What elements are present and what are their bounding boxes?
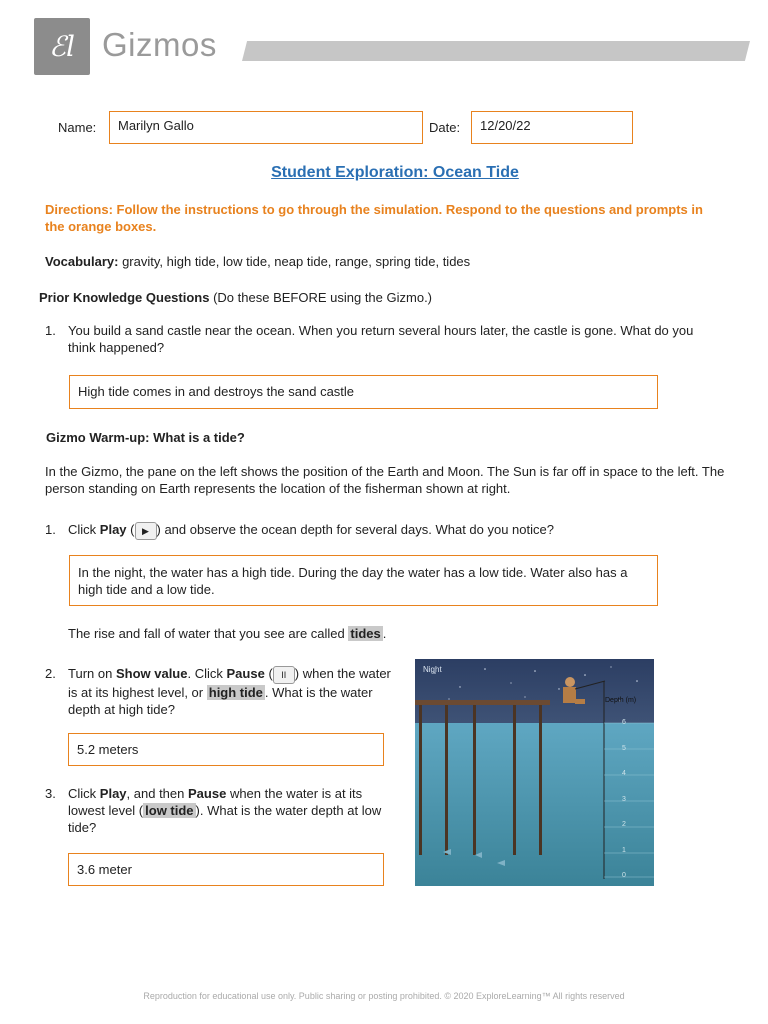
q3-play-word: Play [99, 786, 127, 801]
q3-text-e: when the water is at its lowest level ( [68, 786, 363, 818]
q1-text-a: Click [68, 522, 97, 537]
q2-text-e: ( [268, 666, 273, 681]
prior-q1-text: You build a sand castle near the ocean. When you return several hours later, the castle is gone. What do you think happened? [68, 323, 694, 355]
name-label: Name: [58, 120, 97, 135]
warmup-heading: Gizmo Warm-up: What is a tide? [46, 430, 245, 445]
page-title[interactable]: Student Exploration: Ocean Tide [271, 164, 519, 181]
q2-text-c: . Click [187, 666, 223, 681]
warmup-q2-text [68, 665, 398, 718]
logo-glyph: ℰl [49, 30, 75, 63]
low-tide-highlight: low tide [145, 803, 194, 818]
warmup-answer-3[interactable]: 3.6 meter [68, 853, 384, 886]
explorelearning-logo-icon [34, 18, 90, 75]
header-bar [242, 41, 750, 61]
play-icon: ▶ [135, 522, 157, 540]
depth-tick-label: 3 [622, 795, 626, 803]
depth-tick-label: 2 [622, 821, 626, 828]
q2-show-value: Show value [115, 666, 188, 681]
warmup-q1-number: 1. [45, 522, 56, 537]
name-field[interactable]: Marilyn Gallo [109, 111, 423, 144]
q2-pause-word: Pause [226, 666, 265, 681]
pier-deck [415, 700, 550, 705]
q2-text-f: ) when the water is at its highest level, or [68, 666, 391, 700]
date-label: Date: [429, 120, 461, 135]
q2-text-a: Turn on [68, 666, 113, 681]
warmup-answer-1[interactable]: In the night, the water has a high tide. During the day the water has a low tide. Water also has a high tide and a low tide. [69, 555, 658, 606]
tides-sentence [68, 625, 386, 642]
warmup-answer-2[interactable]: 5.2 meters [68, 733, 384, 766]
ocean-tide-simulation-image [415, 659, 654, 886]
prior-answer-1[interactable]: High tide comes in and destroys the sand castle [69, 375, 658, 409]
q1-text-d: ) and observe the ocean depth for several days. What do you notice? [156, 522, 554, 537]
depth-tick-label: 4 [622, 770, 626, 777]
vocabulary-line [45, 253, 470, 270]
warmup-q2-number: 2. [45, 666, 56, 681]
q3-text-a: Click [68, 786, 97, 801]
footer-copyright: Reproduction for educational use only. Public sharing or posting prohibited. © 2020 ExploreLearning™ All rights reserved [143, 991, 625, 1001]
q3-text-g: ). What is the water depth at low tide? [68, 803, 382, 835]
tides-text-a: The rise and fall of water that you see are called [68, 626, 345, 641]
warmup-q3-number: 3. [45, 786, 56, 801]
tides-text-c: . [382, 626, 387, 641]
prior-knowledge-heading: Prior Knowledge Questions [39, 290, 210, 305]
warmup-intro: In the Gizmo, the pane on the left shows the position of the Earth and Moon. The Sun is far off in space to the left. The person standing on Earth represents the location of the fisherman shown at right. [45, 464, 725, 496]
prior-knowledge-heading-line [39, 289, 432, 306]
q1-text-c: ( [130, 522, 135, 537]
vocabulary-text: gravity, high tide, low tide, neap tide, range, spring tide, tides [122, 254, 471, 269]
tides-highlight: tides [350, 626, 381, 641]
prior-knowledge-note: (Do these BEFORE using the Gizmo.) [213, 290, 433, 305]
warmup-q3-text [68, 785, 398, 836]
q3-text-c: , and then [126, 786, 185, 801]
night-label: Night [423, 665, 442, 674]
gizmos-brand: Gizmos [102, 26, 217, 63]
date-field[interactable]: 12/20/22 [471, 111, 633, 144]
ocean-water [415, 723, 654, 886]
high-tide-highlight: high tide [208, 684, 263, 700]
depth-tick-label: 1 [622, 846, 626, 854]
q3-pause-word: Pause [188, 786, 227, 801]
ocean-scene [415, 659, 654, 886]
q2-text-h: . What is the water depth at high tide? [68, 684, 373, 717]
directions-text: Directions: Follow the instructions to go through the simulation. Respond to the questions and prompts in the orange boxes. [45, 202, 703, 234]
warmup-q1-text [68, 521, 723, 540]
vocabulary-label: Vocabulary: [45, 254, 119, 269]
pause-icon: II [273, 666, 295, 684]
prior-q1-number: 1. [45, 323, 56, 338]
depth-tick-label: 6 [622, 719, 626, 726]
q1-play-word: Play [99, 522, 127, 537]
depth-tick-label: 5 [622, 744, 626, 752]
depth-tick-label: 0 [622, 872, 626, 879]
depth-label: Depth (m) [605, 697, 637, 704]
